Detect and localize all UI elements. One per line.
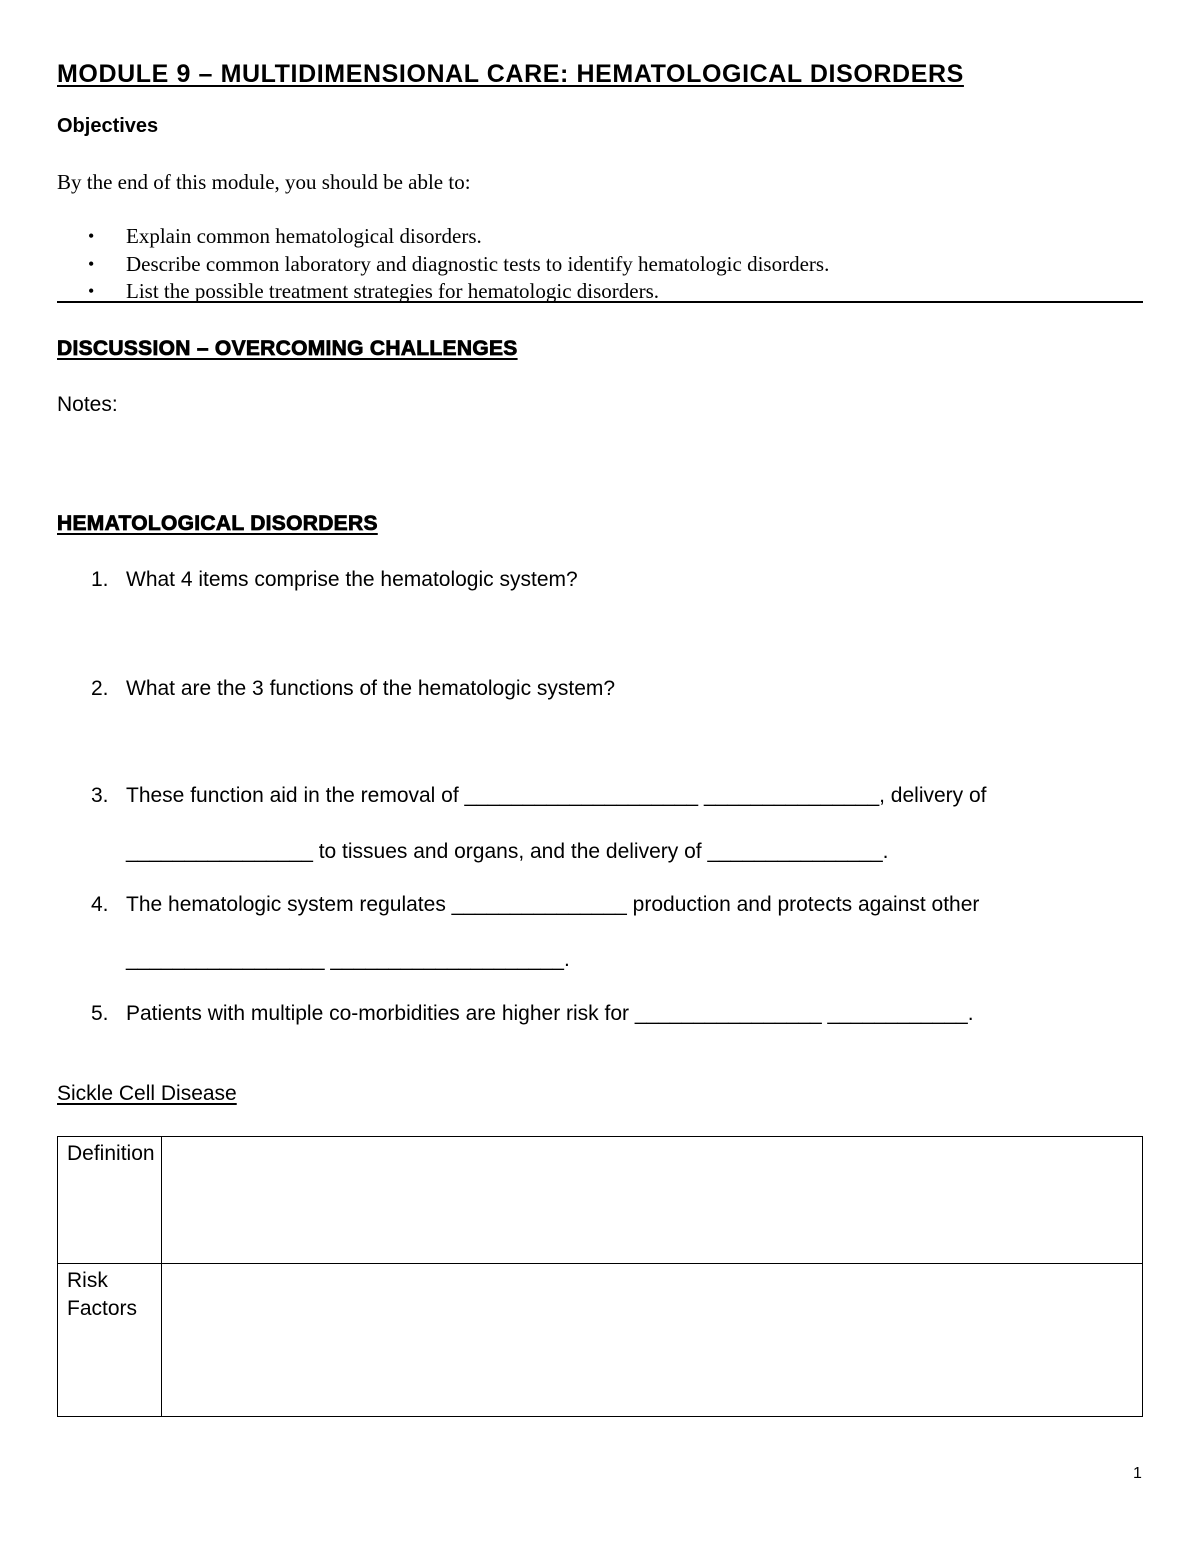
table-row (58, 1137, 1143, 1264)
risk-factors-answer-cell[interactable] (162, 1264, 1143, 1417)
hematological-heading: HEMATOLOGICAL DISORDERS (57, 512, 378, 535)
question-number: 2. (91, 677, 109, 700)
table-row (58, 1264, 1143, 1417)
section-divider (57, 301, 1143, 303)
question-text-continued: ________________ to tissues and organs, and the delivery of _______________. (126, 840, 889, 863)
list-item (88, 251, 829, 279)
objective-text: Explain common hematological disorders. (126, 224, 482, 248)
notes-label: Notes: (57, 393, 118, 416)
objectives-intro: By the end of this module, you should be able to: (57, 170, 471, 194)
objective-text: Describe common laboratory and diagnostic tests to identify hematologic disorders. (126, 251, 830, 276)
question-text: What 4 items comprise the hematologic system? (126, 568, 578, 591)
sickle-cell-heading: Sickle Cell Disease (57, 1082, 237, 1105)
discussion-heading: DISCUSSION – OVERCOMING CHALLENGES (57, 337, 518, 360)
page-number: 1 (1133, 1465, 1142, 1482)
question-number: 4. (91, 893, 109, 916)
question-text: Patients with multiple co-morbidities are higher risk for ________________ ____________. (126, 1002, 974, 1025)
risk-factors-label: Risk Factors (58, 1264, 162, 1417)
bullet-icon: • (88, 226, 95, 246)
sickle-cell-table (57, 1136, 1143, 1417)
module-title: MODULE 9 – MULTIDIMENSIONAL CARE: HEMATOLOGICAL DISORDERS (57, 60, 964, 88)
objectives-heading: Objectives (57, 115, 159, 137)
question-text: The hematologic system regulates _______________ production and protects against other (126, 893, 980, 916)
bullet-icon: • (88, 253, 95, 274)
definition-label: Definition (58, 1137, 162, 1264)
definition-answer-cell[interactable] (162, 1137, 1143, 1264)
question-number: 5. (91, 1002, 109, 1025)
list-item (88, 223, 829, 251)
question-number: 3. (91, 784, 109, 807)
question-text: What are the 3 functions of the hematologic system? (126, 677, 616, 700)
question-text-continued: _________________ ____________________. (126, 948, 570, 971)
question-number: 1. (91, 568, 109, 591)
objective-text: List the possible treatment strategies for hematologic disorders. (126, 279, 660, 303)
question-text: These function aid in the removal of ____________________ _______________, delivery of (126, 784, 987, 807)
bullet-icon: • (88, 281, 95, 301)
objectives-list (88, 223, 829, 306)
